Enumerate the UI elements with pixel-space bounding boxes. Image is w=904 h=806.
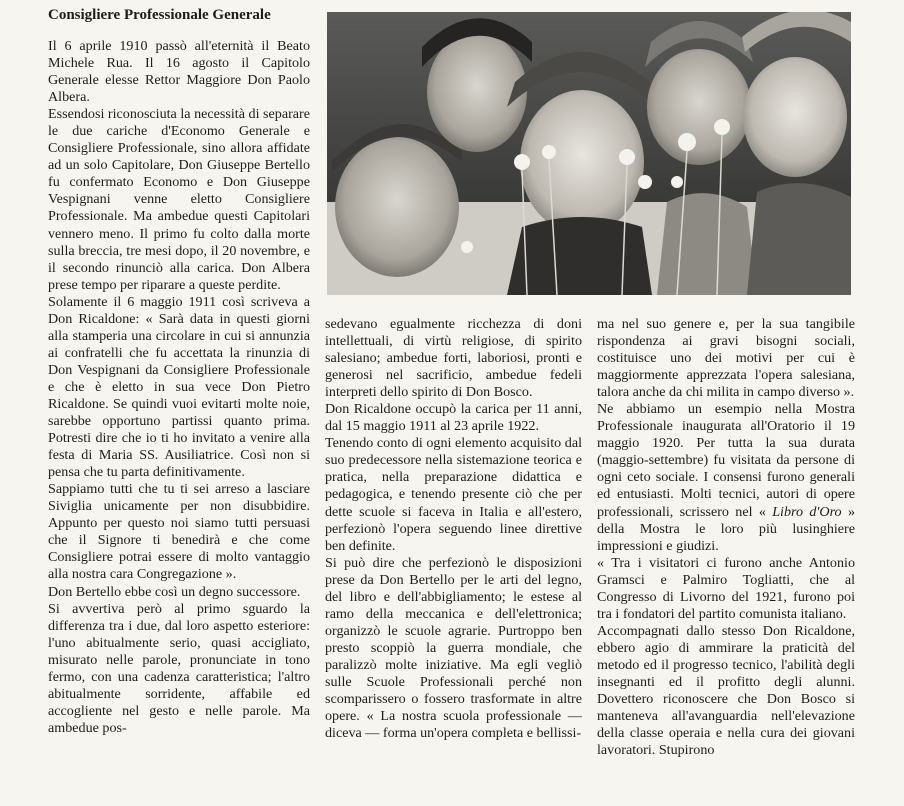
paragraph: Solamente il 6 maggio 1911 così scriveva a Don Ricaldone: « Sarà data in questi giorni alla stamperia una circolare in cui si annunzia ai confratelli che fu accettata la rinunzia di Don Vespignani da Consigliere Professionale e che è eletto in sua vece Don Pietro Ricaldone. Se quindi vuoi evitarti molte noie, sarebbe opportuno partissi quanto prima. Potresti dire che io ti ho invitato a venire alla festa di Maria SS. Ausiliatrice. Così non si pensa che tu parta definitivamente. <box>48 293 310 481</box>
paragraph: Si avvertiva però al primo sguardo la differenza tra i due, dal loro aspetto esteriore: l'uno abitualmente serio, quasi accigliato, misurato nelle parole, pronunciate in tono fermo, con una cadenza caratteristica; l'altro abitualmente sorridente, affabile ed accogliente nel gesto e nelle parole. Ma ambedue pos- <box>48 600 310 736</box>
paragraph: Essendosi riconosciuta la necessità di separare le due cariche d'Economo Generale e Consigliere Professionale, sino allora affidate ad un solo Capitolare, Don Giuseppe Bertello fu confermato Economo e Don Giuseppe Vespignani venne eletto Consigliere Professionale. Ma ambedue questi Capitolari vennero meno. Il primo fu colto dalla morte sulla breccia, tre mesi dopo, il 20 novembre, e il secondo rinunciò alla carica. Don Albera prese tempo per riparare a queste perdite. <box>48 106 310 293</box>
section-title: Consigliere Professionale Generale <box>48 7 271 23</box>
group-of-boys-with-flowers-photo <box>327 12 851 295</box>
photo-illustration <box>327 12 851 295</box>
column-left <box>48 38 310 737</box>
paragraph-text: » della Mostra le loro più lusinghiere impressioni e giudizi. <box>597 503 855 554</box>
paragraph: sedevano egualmente ricchezza di doni intellettuali, di virtù religiose, di spirito salesiano; ambedue forti, laboriosi, pronti e generosi nel sacrificio, ambedue fedeli interpreti dello spirito di Don Bosco. <box>325 316 582 401</box>
paragraph: Sappiamo tutti che tu ti sei arreso a lasciare Siviglia unicamente per non disubbidire. Appunto per questo noi siamo tutti persuasi che il Signore ti benedirà e che come Consigliere potrai essere di molto vantaggio alla nostra cara Congregazione ». <box>48 481 310 583</box>
paragraph: Accompagnati dallo stesso Don Ricaldone, ebbero agio di ammirare la praticità del metodo ed il progresso tecnico, l'abilità degli insegnanti ed il profitto degli alunni. Dovettero riconoscere che Don Bosco si manteneva all'avanguardia nell'elevazione della classe operaia e nella cura dei giovani lavoratori. Stupirono <box>597 622 855 759</box>
paragraph: Si può dire che perfezionò le disposizioni prese da Don Bertello per le arti del legno, del libro e dell'abbigliamento; le estese al ramo della meccanica e dell'elettronica; organizzò le scuole agrarie. Purtroppo ben presto scoppiò la guerra mondiale, che paralizzò molte iniziative. Ma egli vegliò sulle Scuole Professionali perché non scomparissero o fossero trasformate in altre opere. « La nostra scuola professionale — diceva — forma un'opera completa e bellissi- <box>325 554 582 742</box>
paragraph: Il 6 aprile 1910 passò all'eternità il Beato Michele Rua. Il 16 agosto il Capitolo Generale elesse Rettor Maggiore Don Paolo Albera. <box>48 38 310 106</box>
paragraph: Don Ricaldone occupò la carica per 11 anni, dal 15 maggio 1911 al 23 aprile 1922. <box>325 401 582 435</box>
paragraph: « Tra i visitatori ci furono anche Antonio Gramsci e Palmiro Togliatti, che al Congresso di Livorno del 1921, furono poi tra i fondatori del partito comunista italiano. <box>597 554 855 622</box>
column-right <box>597 316 855 759</box>
paragraph: ma nel suo genere e, per la sua tangibile rispondenza ai gravi bisogni sociali, costituisce uno dei motivi per cui è maggiormente apprezzata l'opera salesiana, talora anche da chi milita in campo diverso ». <box>597 316 855 401</box>
paragraph <box>597 401 855 554</box>
paragraph-text: Ne abbiamo un esempio nella Mostra Professionale inaugurata all'Oratorio il 19 maggio 1920. Per tutta la sua durata (maggio-settembre) fu visitata da persone di ogni ceto sociale. I consensi furono generali ed entusiasti. Molti tecnici, autori di opere professionali, scrissero nel « <box>597 401 855 520</box>
paragraph: Don Bertello ebbe così un degno successore. <box>48 583 301 600</box>
column-middle <box>325 316 582 742</box>
paragraph: Tenendo conto di ogni elemento acquisito dal suo predecessore nella sistemazione teorica e pratica, nella preparazione didattica e pedagogica, e tenendo presente ciò che per dette scuole si faceva in Italia e all'estero, perfezionò l'opera seguendo linee direttive ben definite. <box>325 435 582 554</box>
book-title-italic: Libro d'Oro <box>772 503 842 520</box>
